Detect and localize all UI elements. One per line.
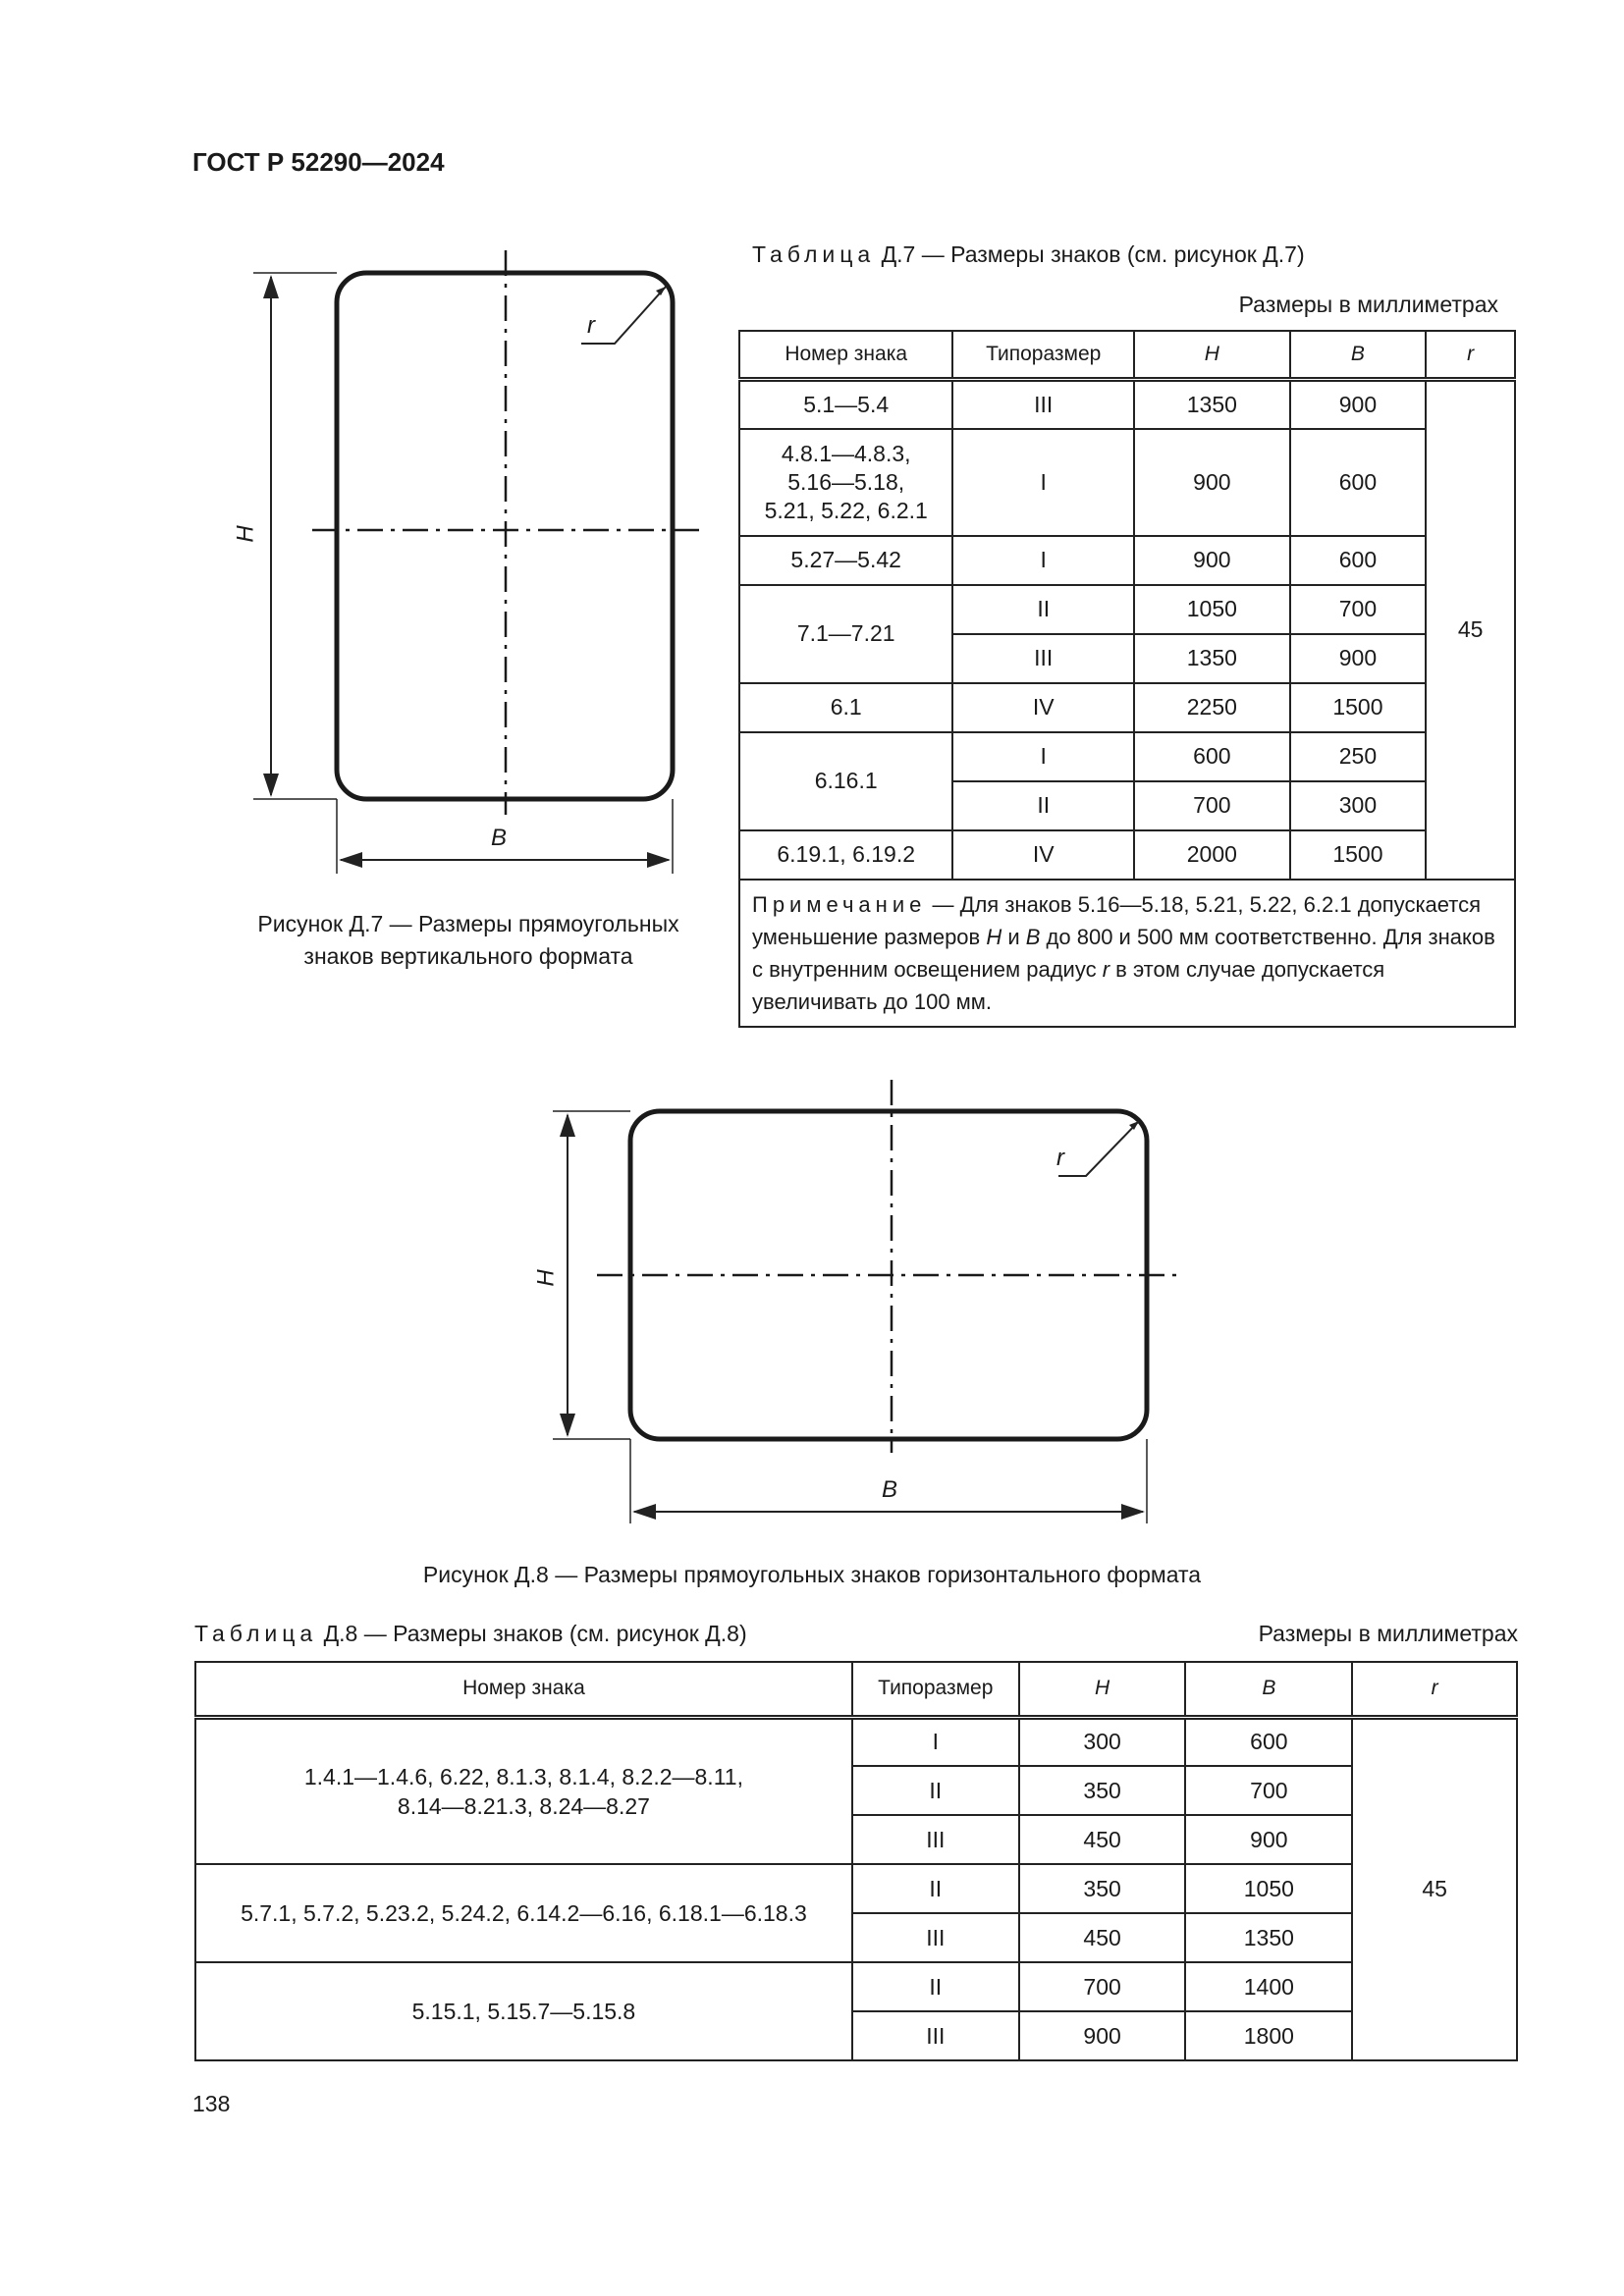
cell-b: 1350	[1185, 1913, 1352, 1962]
col-header: Типоразмер	[852, 1662, 1019, 1717]
cell-size: II	[852, 1962, 1019, 2011]
col-header: r	[1352, 1662, 1517, 1717]
cell-size: II	[852, 1864, 1019, 1913]
cell-h: 300	[1019, 1717, 1186, 1766]
cell-size: III	[952, 634, 1134, 683]
cell-b: 900	[1185, 1815, 1352, 1864]
table-row	[195, 1962, 1517, 2011]
cell-line: 4.8.1—4.8.3,	[781, 440, 911, 466]
cell-b: 600	[1290, 429, 1427, 536]
cell-h: 350	[1019, 1864, 1186, 1913]
cell-h: 1350	[1134, 634, 1290, 683]
cell-line: 8.14—8.21.3, 8.24—8.27	[397, 1792, 650, 1819]
cell-sign: 5.1—5.4	[739, 380, 952, 429]
table-row	[195, 1717, 1517, 1766]
label-b: B	[491, 825, 508, 851]
table-row	[195, 1864, 1517, 1913]
caption-line: Рисунок Д.7 — Размеры прямоугольных	[257, 911, 679, 936]
note-var: r	[1102, 956, 1110, 982]
cell-size: II	[952, 781, 1134, 830]
note-text: до 800 и 500 мм соответственно. Для знаков с внутренним освещением радиус	[752, 924, 1495, 982]
col-header: H	[1019, 1662, 1186, 1717]
cell-r: 45	[1426, 380, 1515, 880]
cell-sign	[195, 1717, 852, 1864]
cell-b: 900	[1290, 634, 1427, 683]
table-row	[739, 683, 1515, 732]
table-d7-caption	[752, 241, 1305, 268]
table-d8-units: Размеры в миллиметрах	[1258, 1621, 1518, 1646]
cell-h: 450	[1019, 1913, 1186, 1962]
cell-size: III	[952, 380, 1134, 429]
cell-h: 700	[1134, 781, 1290, 830]
label-h: H	[232, 525, 259, 543]
cell-h: 900	[1134, 536, 1290, 585]
cell-size: II	[952, 585, 1134, 634]
cell-sign: 6.16.1	[739, 732, 952, 830]
cell-size: IV	[952, 683, 1134, 732]
cell-size: I	[952, 429, 1134, 536]
col-header: Номер знака	[739, 331, 952, 380]
table-row	[739, 429, 1515, 536]
caption-text: Д.8 — Размеры знаков (см. рисунок Д.8)	[317, 1621, 747, 1646]
cell-sign: 5.27—5.42	[739, 536, 952, 585]
cell-r: 45	[1352, 1717, 1517, 2060]
label-r: r	[587, 312, 595, 339]
cell-sign: 7.1—7.21	[739, 585, 952, 683]
table-d7	[738, 330, 1516, 1028]
table-row	[739, 732, 1515, 781]
caption-word: Таблица	[194, 1621, 318, 1646]
document-header: ГОСТ Р 52290—2024	[192, 147, 445, 177]
col-header: Номер знака	[195, 1662, 852, 1717]
figure-d7-caption	[218, 908, 719, 973]
cell-size: I	[952, 732, 1134, 781]
col-header: B	[1290, 331, 1427, 380]
note-text: — Для знаков 5.16—5.18, 5.21, 5.22, 6.2.1 допускается уменьшение размеров	[752, 891, 1482, 949]
label-b: B	[882, 1476, 898, 1503]
cell-h: 900	[1134, 429, 1290, 536]
figure-d8-caption: Рисунок Д.8 — Размеры прямоугольных знаков горизонтального формата	[422, 1562, 1202, 1587]
cell-size: III	[852, 1815, 1019, 1864]
cell-h: 2250	[1134, 683, 1290, 732]
col-header: Типоразмер	[952, 331, 1134, 380]
cell-b: 600	[1185, 1717, 1352, 1766]
cell-h: 350	[1019, 1766, 1186, 1815]
col-header: B	[1185, 1662, 1352, 1717]
cell-h: 900	[1019, 2011, 1186, 2060]
cell-size: III	[852, 1913, 1019, 1962]
cell-h: 2000	[1134, 830, 1290, 880]
cell-h: 700	[1019, 1962, 1186, 2011]
cell-sign: 5.15.1, 5.15.7—5.15.8	[195, 1962, 852, 2060]
cell-b: 1500	[1290, 683, 1427, 732]
cell-size: I	[952, 536, 1134, 585]
cell-line: 5.16—5.18,	[787, 468, 905, 495]
note-text: в этом случае допускается увеличивать до 100 мм.	[752, 956, 1385, 1014]
cell-size: II	[852, 1766, 1019, 1815]
cell-b: 1050	[1185, 1864, 1352, 1913]
cell-line: 1.4.1—1.4.6, 6.22, 8.1.3, 8.1.4, 8.2.2—8.11,	[303, 1763, 743, 1789]
table-header-row	[195, 1662, 1517, 1717]
cell-b: 700	[1185, 1766, 1352, 1815]
cell-sign	[739, 429, 952, 536]
table-row	[739, 380, 1515, 429]
cell-sign: 5.7.1, 5.7.2, 5.23.2, 5.24.2, 6.14.2—6.16, 6.18.1—6.18.3	[195, 1864, 852, 1962]
table-note-row	[739, 880, 1515, 1027]
cell-sign: 6.1	[739, 683, 952, 732]
cell-size: III	[852, 2011, 1019, 2060]
table-d8-caption	[194, 1621, 747, 1647]
note-var: H	[986, 924, 1002, 949]
cell-line: 5.21, 5.22, 6.2.1	[764, 497, 928, 523]
page-number: 138	[192, 2091, 231, 2116]
note-var: B	[1025, 924, 1041, 949]
table-d8	[194, 1661, 1518, 2061]
table-note	[739, 880, 1515, 1027]
table-d7-units: Размеры в миллиметрах	[1238, 292, 1498, 317]
col-header: H	[1134, 331, 1290, 380]
table-header-row	[739, 331, 1515, 380]
caption-word: Таблица	[752, 241, 876, 267]
caption-text: Д.7 — Размеры знаков (см. рисунок Д.7)	[875, 241, 1305, 267]
table-row	[739, 585, 1515, 634]
note-text: и	[1001, 924, 1026, 949]
cell-h: 450	[1019, 1815, 1186, 1864]
table-row	[739, 830, 1515, 880]
cell-b: 1500	[1290, 830, 1427, 880]
cell-h: 1050	[1134, 585, 1290, 634]
cell-h: 600	[1134, 732, 1290, 781]
cell-b: 1800	[1185, 2011, 1352, 2060]
cell-size: IV	[952, 830, 1134, 880]
col-header: r	[1426, 331, 1515, 380]
cell-b: 1400	[1185, 1962, 1352, 2011]
note-label: Примечание	[752, 891, 927, 917]
cell-b: 900	[1290, 380, 1427, 429]
cell-b: 700	[1290, 585, 1427, 634]
cell-b: 300	[1290, 781, 1427, 830]
caption-line: знаков вертикального формата	[303, 943, 633, 969]
label-h: H	[532, 1269, 560, 1287]
label-r: r	[1056, 1145, 1064, 1171]
cell-size: I	[852, 1717, 1019, 1766]
table-row	[739, 536, 1515, 585]
cell-b: 250	[1290, 732, 1427, 781]
cell-sign: 6.19.1, 6.19.2	[739, 830, 952, 880]
cell-h: 1350	[1134, 380, 1290, 429]
cell-b: 600	[1290, 536, 1427, 585]
radius-leader	[1058, 1121, 1139, 1176]
